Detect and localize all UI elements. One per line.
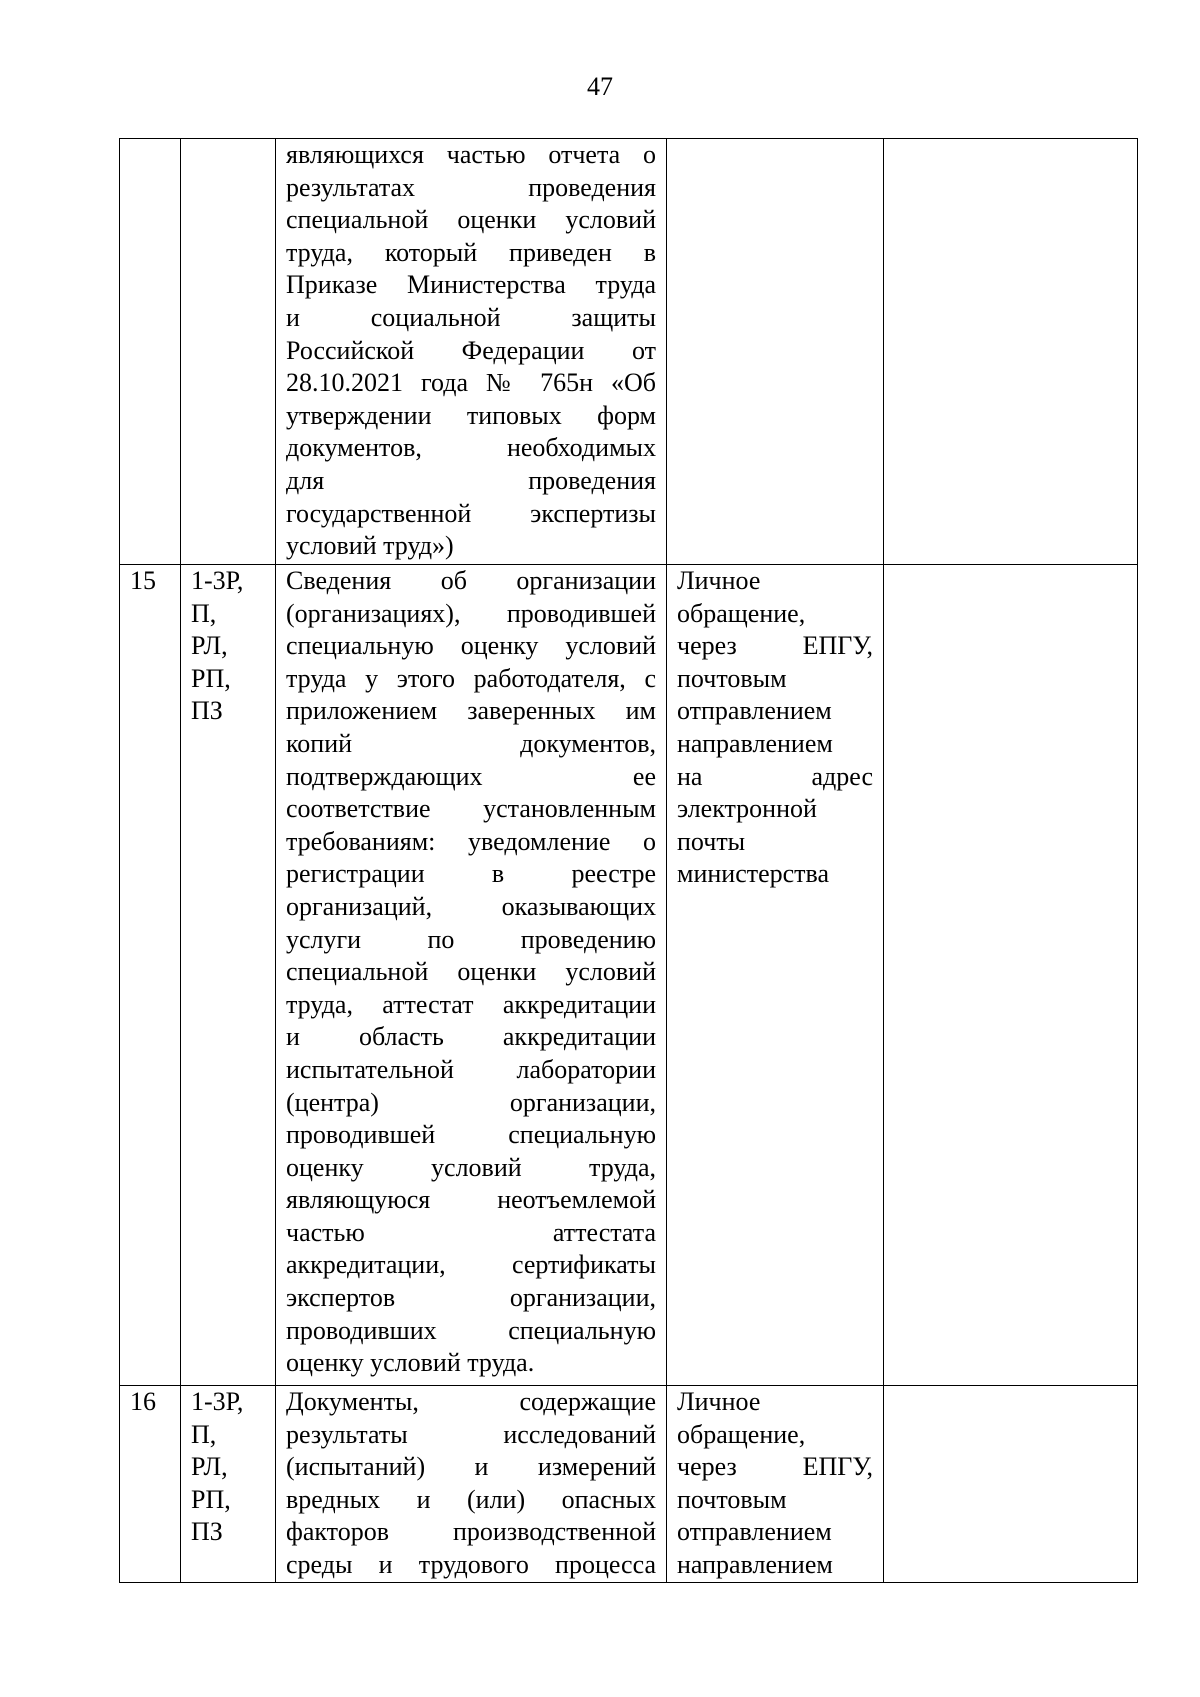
- text-line: отправлением: [677, 696, 832, 726]
- row-number-cell: [120, 139, 181, 565]
- category-code: П,: [191, 598, 217, 628]
- category-code: 1-3Р,: [191, 566, 244, 595]
- text-line: и область аккредитации: [286, 1022, 656, 1052]
- text-line: министерства: [677, 859, 830, 889]
- text-line: труда, который приведен в: [286, 237, 656, 267]
- text-line: среды и трудового процесса: [286, 1549, 656, 1579]
- text-line: 28.10.2021 года № 765н «Об: [286, 368, 656, 398]
- text-line: специальной оценки условий: [286, 205, 656, 235]
- submission-method-cell: [667, 1386, 884, 1583]
- text-line: обращение,: [677, 598, 806, 628]
- text-line: Российской Федерации от: [286, 335, 656, 365]
- text-line: Личное: [677, 1387, 761, 1416]
- text-line: результаты исследований: [286, 1419, 656, 1449]
- text-line: государственной экспертизы: [286, 498, 656, 528]
- category-code: ПЗ: [191, 696, 223, 726]
- text-line: специальной оценки условий: [286, 957, 656, 987]
- text-line: проводившей специальную: [286, 1120, 656, 1150]
- text-line: почты: [677, 826, 746, 856]
- description-cell: [276, 1386, 667, 1583]
- note-cell: [884, 1386, 1138, 1583]
- text-line: являющихся частью отчета о: [286, 140, 656, 169]
- category-code: РЛ,: [191, 1452, 228, 1482]
- text-line: условий труд»): [286, 531, 454, 561]
- text-line: утверждении типовых форм: [286, 400, 656, 430]
- text-line: приложением заверенных им: [286, 696, 656, 726]
- table-row: [120, 139, 1138, 565]
- text-line: экспертов организации,: [286, 1283, 656, 1313]
- text-line: являющуюся неотъемлемой: [286, 1185, 656, 1215]
- table-row: [120, 565, 1138, 1386]
- text-line: почтовым: [677, 1484, 787, 1514]
- text-line: Приказе Министерства труда: [286, 270, 656, 300]
- text-line: результатах проведения: [286, 172, 656, 202]
- text-line: Сведения об организации: [286, 566, 656, 595]
- text-line: через ЕПГУ,: [677, 631, 873, 661]
- text-line: направлением: [677, 728, 833, 758]
- text-line: специальную оценку условий: [286, 631, 656, 661]
- table-row: [120, 1386, 1138, 1583]
- text-line: проводивших специальную: [286, 1315, 656, 1345]
- text-line: соответствие установленным: [286, 794, 656, 824]
- description-cell: [276, 565, 667, 1386]
- text-line: отправлением: [677, 1517, 832, 1547]
- category-code: П,: [191, 1419, 217, 1449]
- description-cell: [276, 139, 667, 565]
- text-line: (организациях), проводившей: [286, 598, 656, 628]
- text-line: направлением: [677, 1549, 833, 1579]
- page-number: 47: [587, 72, 613, 101]
- text-line: факторов производственной: [286, 1517, 656, 1547]
- row-number-cell: 15: [120, 565, 181, 1386]
- category-code: РЛ,: [191, 631, 228, 661]
- text-line: Личное: [677, 566, 761, 595]
- text-line: обращение,: [677, 1419, 806, 1449]
- category-code: 1-3Р,: [191, 1387, 244, 1416]
- text-line: документов, необходимых: [286, 433, 656, 463]
- category-code: РП,: [191, 1484, 231, 1514]
- documents-table: [119, 138, 1138, 1583]
- submission-method-cell: [667, 565, 884, 1386]
- text-line: частью аттестата: [286, 1217, 656, 1247]
- text-line: на адрес: [677, 761, 873, 791]
- category-code: ПЗ: [191, 1517, 223, 1547]
- text-line: почтовым: [677, 663, 787, 693]
- text-line: электронной: [677, 794, 817, 824]
- text-line: услуги по проведению: [286, 924, 656, 954]
- text-line: организаций, оказывающих: [286, 891, 656, 921]
- row-number-cell: 16: [120, 1386, 181, 1583]
- text-line: испытательной лаборатории: [286, 1054, 656, 1084]
- note-cell: [884, 139, 1138, 565]
- text-line: регистрации в реестре: [286, 859, 656, 889]
- text-line: и социальной защиты: [286, 302, 656, 332]
- text-line: для проведения: [286, 465, 656, 495]
- note-cell: [884, 565, 1138, 1386]
- text-line: через ЕПГУ,: [677, 1452, 873, 1482]
- submission-method-cell: [667, 139, 884, 565]
- text-line: (центра) организации,: [286, 1087, 656, 1117]
- text-line: подтверждающих ее: [286, 761, 656, 791]
- text-line: Документы, содержащие: [286, 1387, 656, 1416]
- category-cell: [181, 139, 276, 565]
- category-cell: [181, 565, 276, 1386]
- text-line: копий документов,: [286, 728, 656, 758]
- text-line: труда, аттестат аккредитации: [286, 989, 656, 1019]
- text-line: вредных и (или) опасных: [286, 1484, 656, 1514]
- text-line: труда у этого работодателя, с: [286, 663, 656, 693]
- category-code: РП,: [191, 663, 231, 693]
- text-line: (испытаний) и измерений: [286, 1452, 656, 1482]
- text-line: аккредитации, сертификаты: [286, 1250, 656, 1280]
- text-line: оценку условий труда,: [286, 1152, 656, 1182]
- text-line: оценку условий труда.: [286, 1348, 535, 1378]
- category-cell: [181, 1386, 276, 1583]
- text-line: требованиям: уведомление о: [286, 826, 656, 856]
